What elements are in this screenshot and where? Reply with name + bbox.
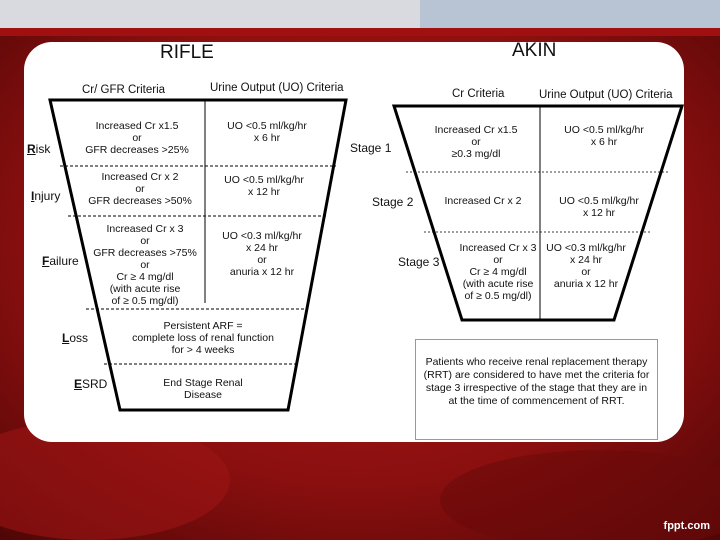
akin-stage2-uo: UO <0.5 ml/kg/hr x 12 hr [559, 195, 639, 219]
akin-stage1-uo: UO <0.5 ml/kg/hr x 6 hr [564, 124, 644, 148]
akin-label-stage3: Stage 3 [398, 255, 440, 269]
rifle-label-esrd: ESRD [74, 377, 108, 391]
akin-stage3-uo: UO <0.3 ml/kg/hr x 24 hr or anuria x 12 hr [546, 242, 626, 290]
akin-stage1-cr: Increased Cr x1.5 or ≥0.3 mg/dl [434, 124, 518, 160]
rifle-label-injury: Injury [31, 189, 61, 203]
rifle-failure-cr: Increased Cr x 3 or GFR decreases >75% or Cr ≥ 4 mg/dl (with acute rise of ≥ 0.5 mg/dl) [93, 223, 197, 307]
rifle-title: RIFLE [160, 42, 214, 63]
akin-header-uo: Urine Output (UO) Criteria [539, 89, 673, 101]
rifle-risk-uo: UO <0.5 ml/kg/hr x 6 hr [227, 120, 307, 144]
akin-rrt-note: Patients who receive renal replacement therapy (RRT) are considered to have met the criteria for stage 3 irrespective of the stage that they are in at the time of commencement of RRT. [415, 339, 658, 440]
rifle-header-cr: Cr/ GFR Criteria [82, 84, 166, 96]
brand-watermark: fppt.com [663, 520, 710, 532]
akin-header-cr: Cr Criteria [452, 88, 505, 100]
akin-stage3-cr: Increased Cr x 3 or Cr ≥ 4 mg/dl (with acute rise of ≥ 0.5 mg/dl) [459, 242, 537, 302]
rifle-label-failure: Failure [42, 254, 79, 268]
rifle-label-loss: Loss [62, 331, 89, 345]
rifle-risk-cr: Increased Cr x1.5 or GFR decreases >25% [85, 120, 189, 156]
akin-label-stage2: Stage 2 [372, 195, 414, 209]
akin-stage2-cr: Increased Cr x 2 [444, 195, 522, 207]
akin-label-stage1: Stage 1 [350, 141, 392, 155]
rifle-esrd-cell: End Stage Renal Disease [163, 377, 243, 401]
rifle-failure-uo: UO <0.3 ml/kg/hr x 24 hr or anuria x 12 hr [222, 230, 302, 278]
rifle-label-risk: Risk [27, 142, 51, 156]
rifle-header-uo: Urine Output (UO) Criteria [210, 82, 344, 94]
rifle-loss-cell: Persistent ARF = complete loss of renal function for > 4 weeks [132, 320, 274, 356]
rifle-injury-uo: UO <0.5 ml/kg/hr x 12 hr [224, 174, 304, 198]
akin-title: AKIN [512, 40, 557, 61]
rifle-injury-cr: Increased Cr x 2 or GFR decreases >50% [88, 171, 192, 207]
